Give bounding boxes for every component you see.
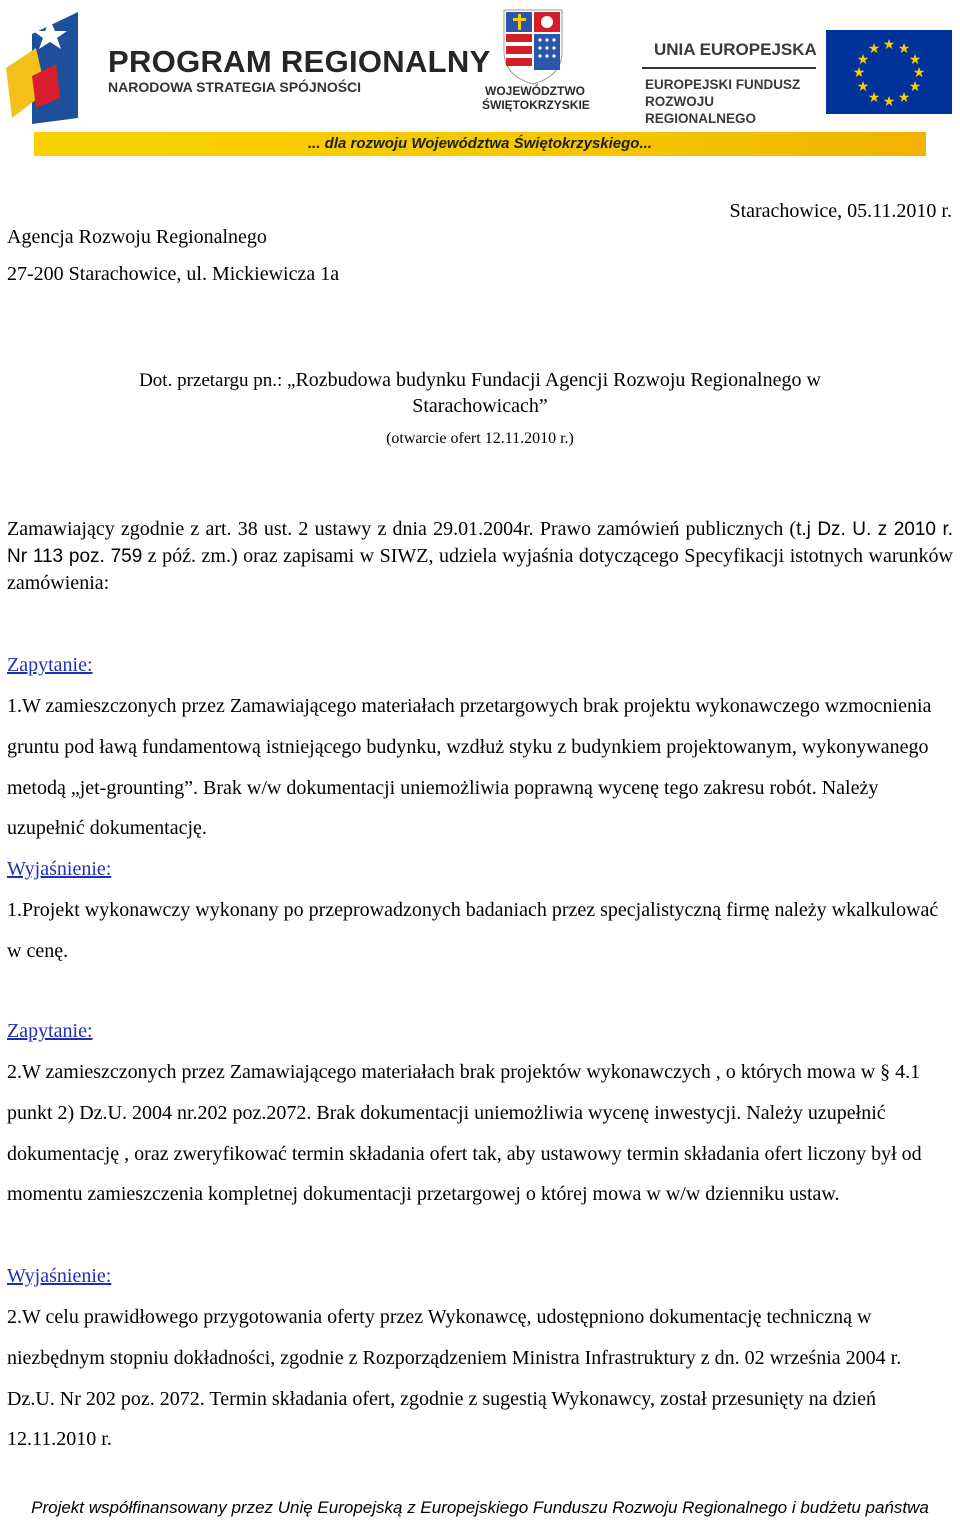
- svg-text:★: ★: [897, 41, 911, 57]
- svg-text:★: ★: [867, 90, 881, 106]
- eu-fund-line-2: ROZWOJU REGIONALNEGO: [645, 94, 757, 126]
- subject-line-2: Starachowicach”: [412, 395, 548, 417]
- answer-heading-2: Wyjaśnienie:: [7, 1265, 112, 1287]
- svg-text:★: ★: [897, 90, 911, 106]
- eu-title: UNIA EUROPEJSKA: [654, 40, 817, 59]
- swietokrzyskie-crest-icon: [500, 6, 566, 86]
- eu-divider: [642, 67, 816, 69]
- answer-text-1: 1.Projekt wykonawczy wykonany po przeprowadzonych badaniach przez specjalistyczną firmę należy wkalkulować w cenę.: [7, 899, 939, 962]
- svg-text:★: ★: [852, 65, 866, 81]
- program-regionalny-title: PROGRAM REGIONALNY: [108, 44, 491, 79]
- intro-text-2: z póź. zm.) oraz zapisami w SIWZ, udziela wyjaśnia dotyczącego Specyfikacji istotnych warunków zamówienia:: [7, 545, 953, 594]
- sender-name: Agencja Rozwoju Regionalnego: [7, 226, 267, 248]
- eu-fund-label: [645, 76, 821, 127]
- question-heading-1: Zapytanie:: [7, 654, 93, 676]
- answer-text-2: 2.W celu prawidłowego przygotowania oferty przez Wykonawcę, udostępniono dokumentację techniczną w niezbędnym stopniu dokładności, zgodnie z Rozporządzeniem Ministra Infrastruktury z dn. 02 września 2004 r. Dz.U. Nr 202 poz. 2072. Termin składania ofert, zgodnie z sugestią Wykonawcy, został przesunięty na dzień 12.11.2010 r.: [7, 1306, 902, 1451]
- sender-address: 27-200 Starachowice, ul. Mickiewicza 1a: [7, 263, 340, 285]
- svg-text:★: ★: [908, 79, 922, 95]
- region-line-1: WOJEWÓDZTWO: [485, 84, 585, 98]
- subject-line: [0, 369, 960, 392]
- intro-paragraph: [7, 516, 953, 597]
- program-regionalny-logo-icon: [6, 6, 84, 124]
- subject-title-1: Rozbudowa budynku Fundacji Agencji Rozwoju Regionalnego w: [295, 369, 821, 391]
- svg-text:★: ★: [908, 52, 922, 68]
- region-line-2: ŚWIĘTOKRZYSKIE: [482, 98, 590, 112]
- slogan-banner: [34, 132, 926, 156]
- svg-text:★: ★: [882, 94, 896, 110]
- intro-text-1: Zamawiający zgodnie z art. 38 ust. 2 ustawy z dnia 29.01.2004r. Prawo zamówień publicznych (: [7, 518, 797, 540]
- eu-flag-icon: [826, 30, 952, 114]
- svg-text:★: ★: [867, 41, 881, 57]
- subject-prefix: Dot. przetargu pn.: „: [139, 370, 296, 391]
- svg-text:★: ★: [882, 37, 896, 53]
- swietokrzyskie-label: [482, 84, 588, 112]
- question-text-2: 2.W zamieszczonych przez Zamawiającego materiałach brak projektów wykonawczych , o których mowa w § 4.1 punkt 2) Dz.U. 2004 nr.202 poz.2072. Brak dokumentacji uniemożliwia wycenę inwestycji. Należy uzupełnić dokumentację , oraz zweryfikować termin składania ofert tak, aby ustawowy termin składania ofert liczony był od momentu zamieszczenia kompletnej dokumentacji przetargowej o której mowa w w/w dzienniku ustaw.: [7, 1061, 922, 1206]
- subject-note: (otwarcie ofert 12.11.2010 r.): [386, 430, 574, 447]
- svg-text:★: ★: [856, 79, 870, 95]
- slogan-text: ... dla rozwoju Województwa Świętokrzyskiego...: [308, 135, 652, 152]
- program-regionalny-subtitle: NARODOWA STRATEGIA SPÓJNOŚCI: [108, 79, 362, 95]
- place-date: Starachowice, 05.11.2010 r.: [729, 200, 952, 222]
- question-heading-2: Zapytanie:: [7, 1020, 93, 1042]
- svg-text:★: ★: [856, 52, 870, 68]
- intro-legal-reference: t.j Dz. U. z 2010 r. Nr 113 poz. 759: [7, 519, 953, 567]
- eu-fund-line-1: EUROPEJSKI FUNDUSZ: [645, 77, 801, 92]
- cofinancing-footer: Projekt współfinansowany przez Unię Europejską z Europejskiego Funduszu Rozwoju Regionalnego i budżetu państwa: [31, 1498, 929, 1517]
- question-text-1: 1.W zamieszczonych przez Zamawiającego materiałach przetargowych brak projektu wykonawczego wzmocnienia gruntu pod ławą fundamentową istniejącego budynku, wzdłuż styku z budynkiem projektowanym, wykonywanego metodą „jet-grounting”. Brak w/w dokumentacji uniemożliwia poprawną wycenę tego zakresu robót. Należy uzupełnić dokumentację.: [7, 695, 932, 840]
- svg-text:★: ★: [912, 65, 926, 81]
- answer-heading-1: Wyjaśnienie:: [7, 858, 112, 880]
